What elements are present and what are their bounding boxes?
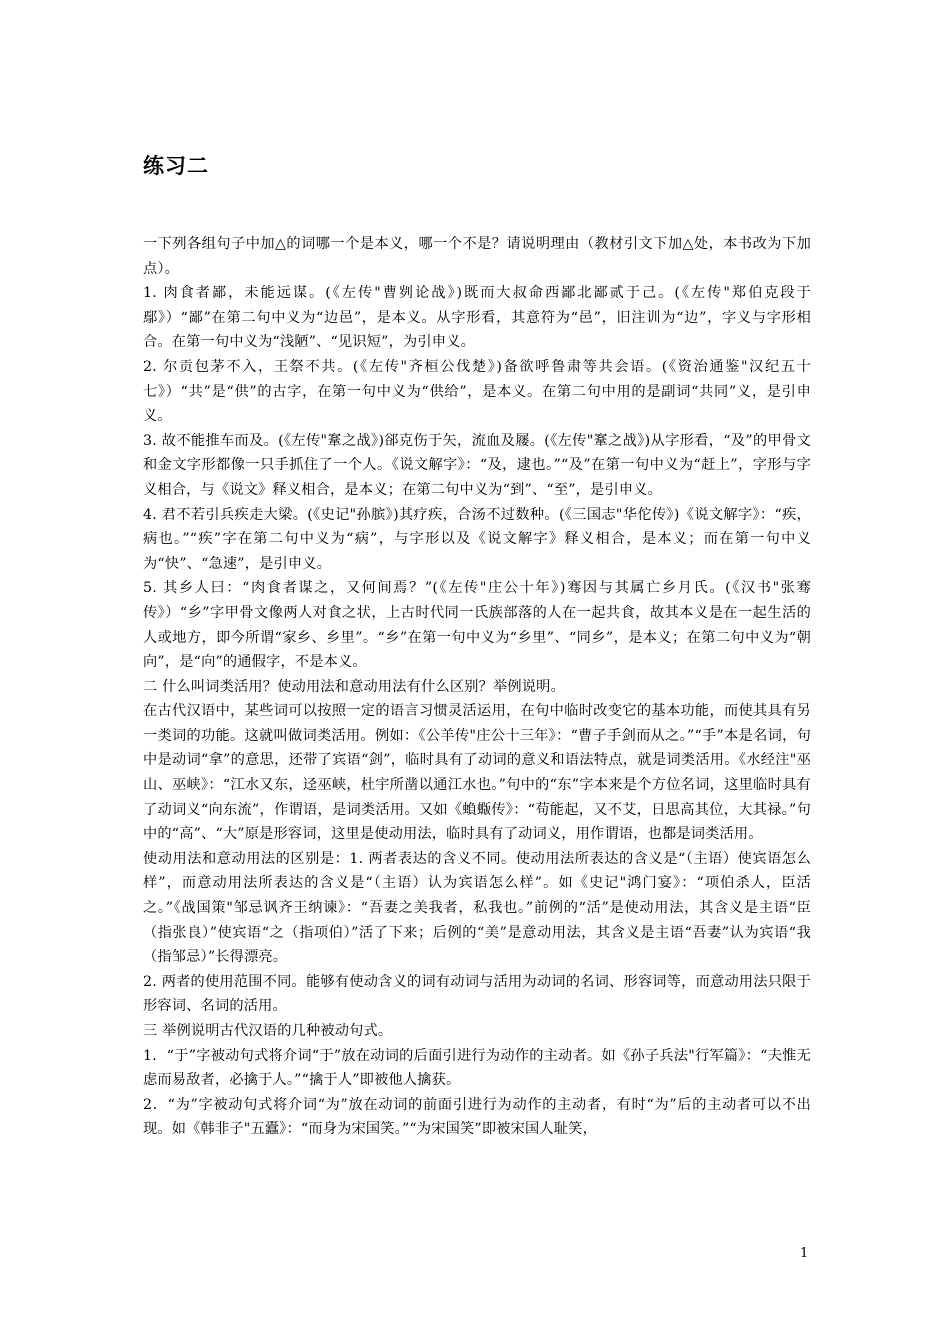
paragraph: 5. 其乡人曰：“肉食者谋之，又何间焉？”(《左传"庄公十年》)骞因与其属亡乡月氏。(《汉书"张骞传》）“乡”字甲骨文像两人对食之状，上古时代同一氏族部落的人在一起共食，故其本义是在一起生活的人或地方，即今所谓“家乡、乡里”。“乡”在第一句中义为“乡里”、“同乡”，是本义；在第二句中义为“朝向”，是“向”的通假字，不是本义。 (143, 580, 811, 671)
paragraph: 在古代汉语中，某些词可以按照一定的语言习惯灵活运用，在句中临时改变它的基本功能，而使其具有另一类词的功能。这就叫做词类活用。例如：《公羊传"庄公十三年》：“曹子手剑而从之。”“手”本是名词，句中是动词“拿”的意思，还带了宾语“剑”，临时具有了动词的意义和语法特点，就是词类活用。《水经注"巫山、巫峡》：“江水又东，迳巫峡，杜宇所凿以通江水也。”句中的“东”字本来是个方位名词，这里临时具有了动词义“向东流”，作谓语，是词类活用。又如《蝜蝂传》：“苟能起，又不艾，日思高其位，大其禄。”句中的“高”、“大”原是形容词，这里是使动用法，临时具有了动词义，用作谓语，也都是词类活用。 (143, 703, 811, 843)
section-heading: 三 举例说明古代汉语的几种被动句式。 (143, 1023, 393, 1039)
paragraph: 1．“于”字被动句式将介词“于”放在动词的后面引进行为动作的主动者。如《孙子兵法"行军篇》：“夫惟无虑而易敌者，必擒于人。”“擒于人”即被他人擒获。 (143, 1047, 811, 1089)
paragraph: 使动用法和意动用法的区别是：1. 两者表达的含义不同。使动用法所表达的含义是“（主语）使宾语怎么样”，而意动用法所表达的含义是“（主语）认为宾语怎么样”。如《史记"鸿门宴》：“项伯杀人，臣活之。”《战国策"邹忌讽齐王纳谏》：“吾妻之美我者，私我也。”前例的“活”是使动用法，其含义是主语“臣（指张良）”使宾语“之（指项伯）”活了下来；后例的“美”是意动用法，其含义是主语“吾妻”认为宾语“我（指邹忌）”长得漂亮。 (143, 850, 811, 966)
paragraph: 2. 尔贡包茅不入，王祭不共。(《左传"齐桓公伐楚》)备欲呼鲁肃等共会语。(《资治通鉴"汉纪五十七》）“共”是“供”的古字，在第一句中义为“供给”，是本义。在第二句中用的是副词“共同”义，是引申义。 (143, 358, 811, 425)
page-title: 练习二 (143, 154, 209, 178)
document-body (143, 232, 811, 1142)
paragraph: 2. 两者的使用范围不同。能够有使动含义的词有动词与活用为动词的名词、形容词等，而意动用法只限于形容词、名词的活用。 (143, 973, 811, 1015)
section-heading: 二 什么叫词类活用？使动用法和意动用法有什么区别？举例说明。 (143, 678, 565, 695)
paragraph: 3. 故不能推车而及。(《左传"鞌之战》)郤克伤于矢，流血及屦。(《左传"鞌之战》)从字形看，“及”的甲骨文和金文字形都像一只手抓住了一个人。《说文解字》：“及，逮也。”“及”在第一句中义为“赶上”，字形与字义相合，与《说文》释义相合，是本义；在第二句中义为“到”、“至”，是引申义。 (143, 432, 811, 498)
page-number: 1 (800, 1246, 809, 1261)
paragraph: 4. 君不若引兵疾走大梁。(《史记"孙膑》)其疗疾，合汤不过数种。(《三国志"华佗传》)《说文解字》：“疾，病也。”“疾”字在第二句中义为“病”，与字形以及《说文解字》释义相合，是本义；而在第一句中义为“快”、“急速”，是引申义。 (143, 506, 811, 572)
paragraph: 2．“为”字被动句式将介词“为”放在动词的前面引进行为动作的主动者，有时“为”后的主动者可以不出现。如《韩非子"五蠹》：“而身为宋国笑。”“为宋国笑”即被宋国人耻笑， (143, 1096, 811, 1138)
paragraph: 1. 肉食者鄙，未能远谋。(《左传"曹刿论战》)既而大叔命西鄙北鄙贰于己。(《左传"郑伯克段于鄢》）“鄙”在第二句中义为“边邑”，是本义。从字形看，其意符为“邑”，旧注训为“边”，字义与字形相合。在第一句中义为“浅陋”、“见识短”，为引申义。 (143, 285, 811, 351)
paragraph: 一下列各组句子中加△的词哪一个是本义，哪一个不是？请说明理由（教材引文下加△处，本书改为下加点）。 (143, 236, 811, 277)
